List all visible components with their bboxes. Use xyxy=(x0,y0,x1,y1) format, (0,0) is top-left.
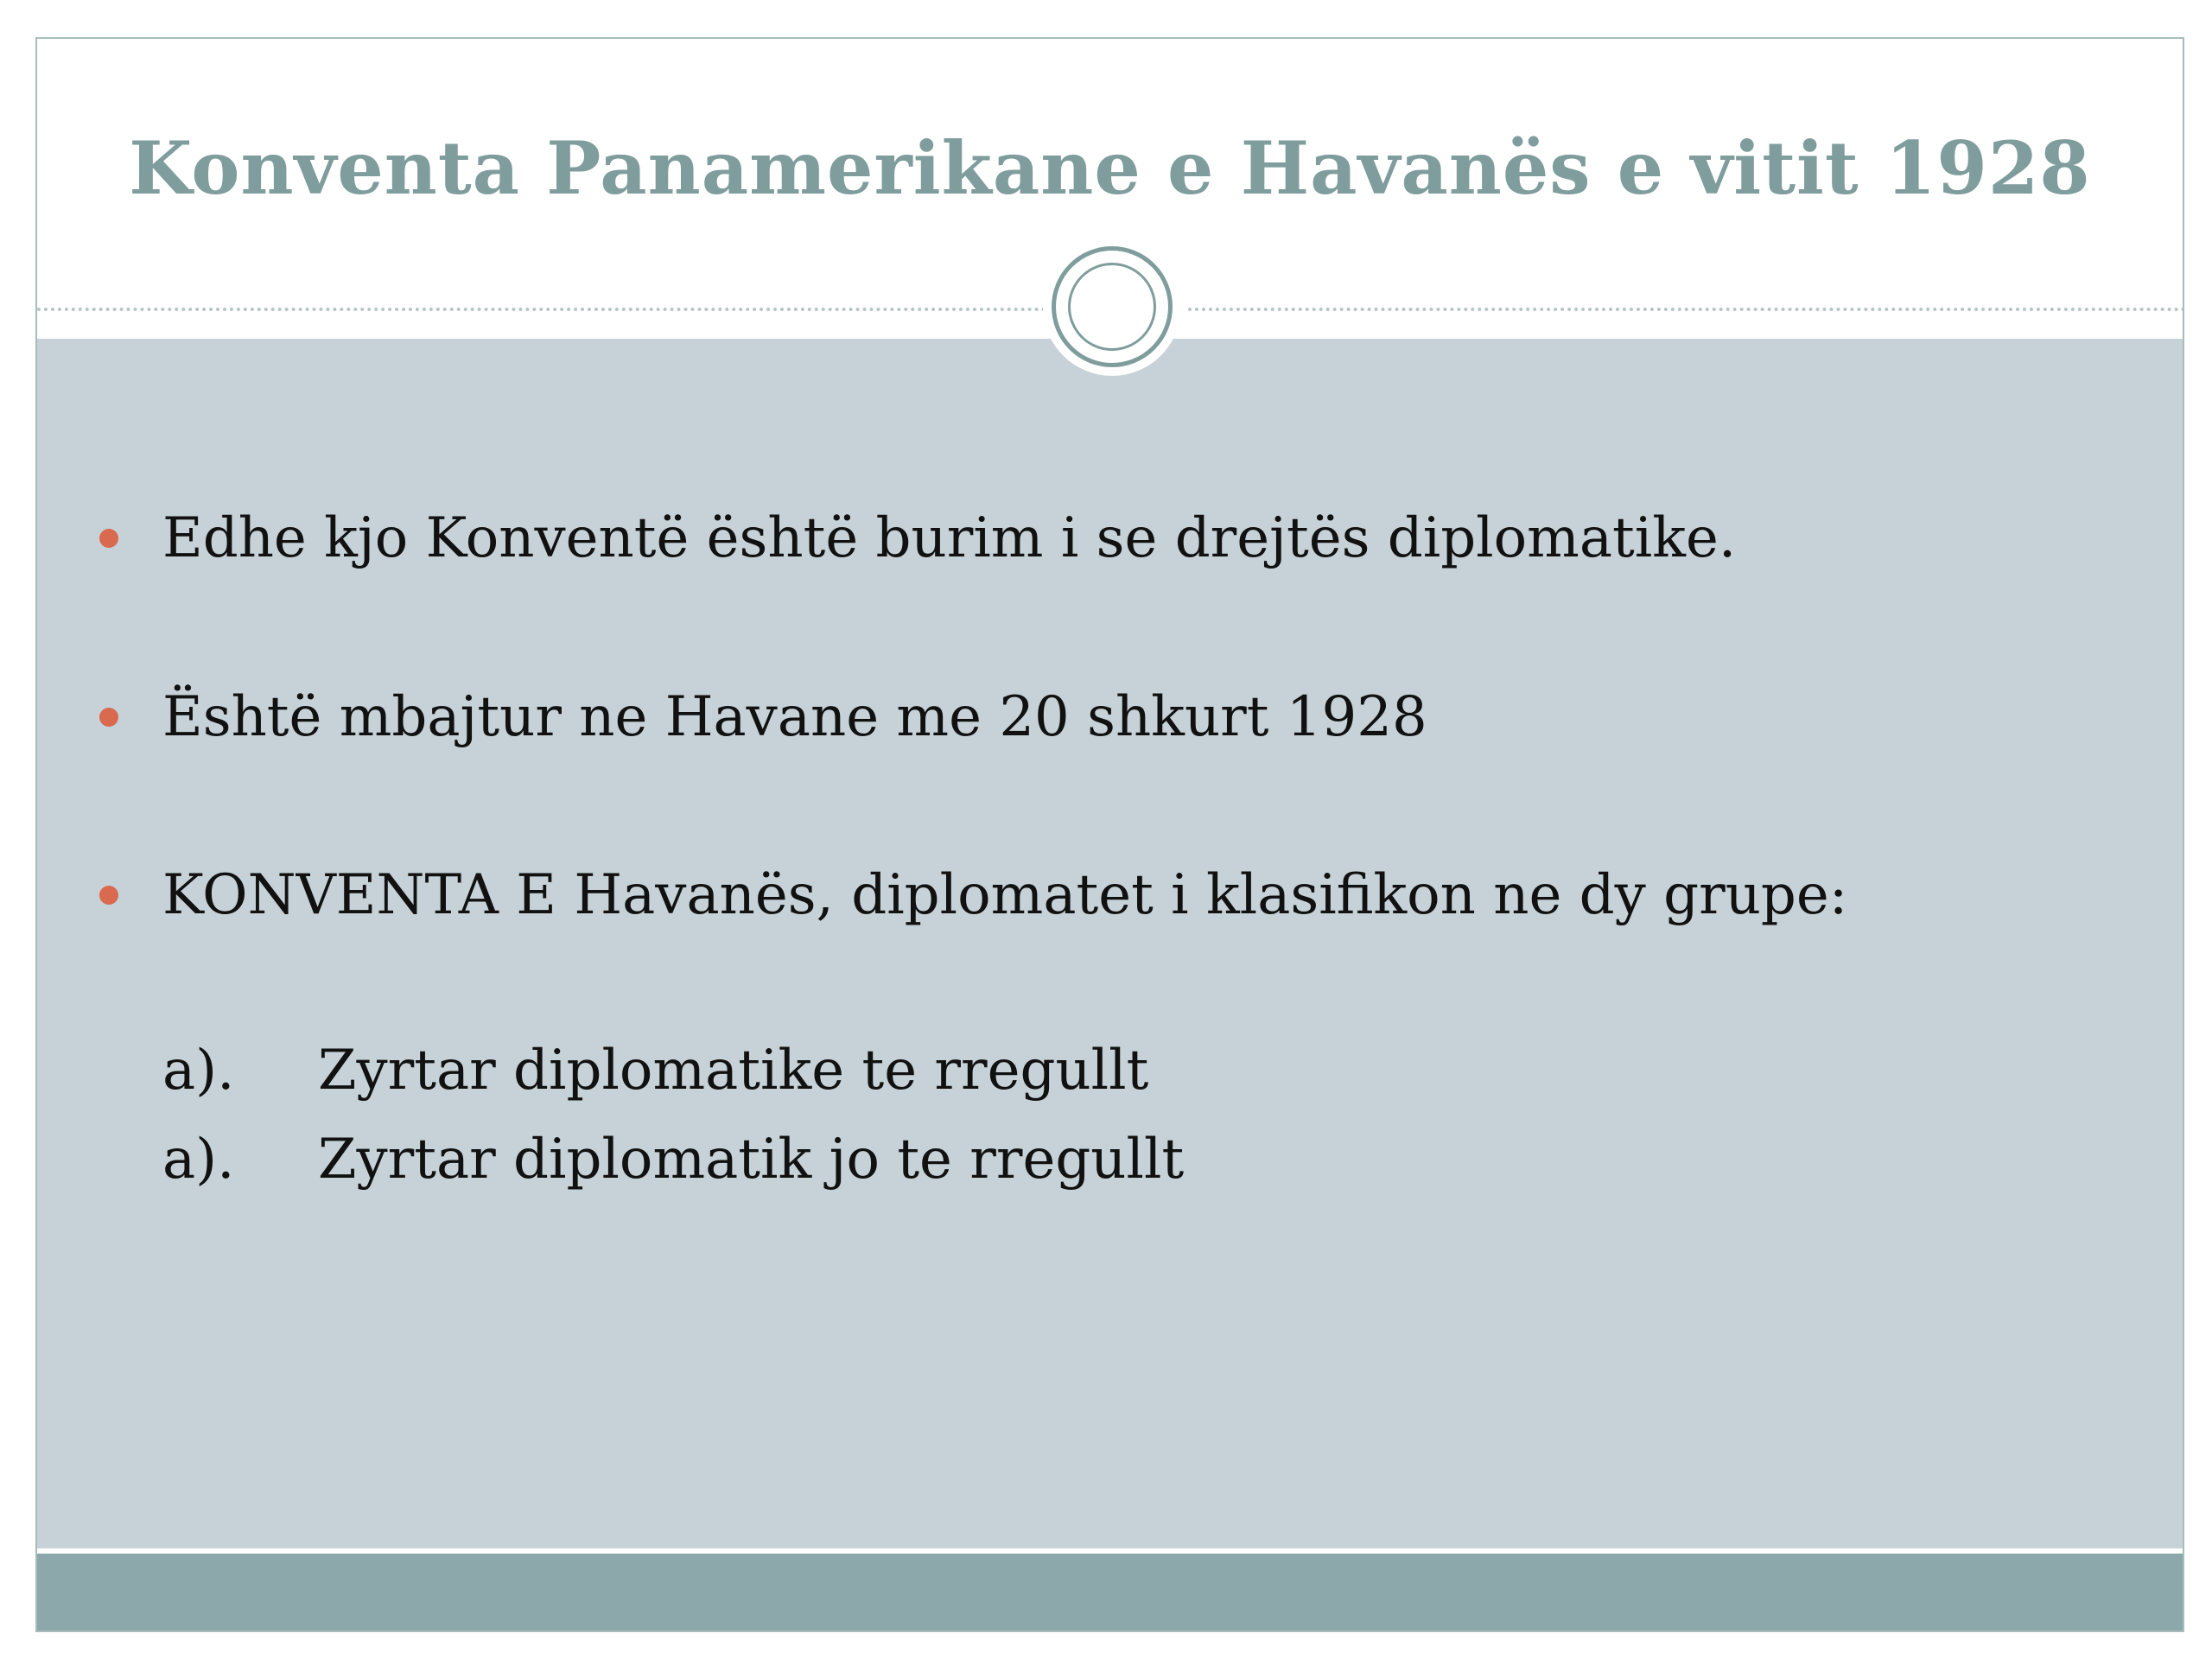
bullet-item xyxy=(99,863,1848,927)
sub-list-text: Zyrtar diplomatike te rregullt xyxy=(318,1039,1149,1103)
slide-title: Konventa Panamerikane e Havanës e vitit 1928 xyxy=(129,125,2091,211)
bullet-dot-icon xyxy=(99,529,118,548)
bullet-dot-icon xyxy=(99,708,118,727)
sub-list-text: Zyrtar diplomatik jo te rregullt xyxy=(318,1128,1185,1192)
bullet-text: Është mbajtur ne Havane me 20 shkurt 1928 xyxy=(162,685,1427,749)
bullet-text: KONVENTA E Havanës, diplomatet i klasifikon ne dy grupe: xyxy=(162,863,1848,927)
sub-list-label: a). xyxy=(162,1039,235,1103)
bullet-dot-icon xyxy=(99,886,118,905)
sub-list-item xyxy=(162,1128,1185,1192)
bullet-item xyxy=(99,685,1427,749)
slide xyxy=(35,37,2184,1632)
slide-content xyxy=(37,39,2183,1630)
bullet-item xyxy=(99,506,1737,570)
sub-list-label: a). xyxy=(162,1128,235,1192)
sub-list-item xyxy=(162,1039,1149,1103)
bullet-text: Edhe kjo Konventë është burim i se drejtës diplomatike. xyxy=(162,506,1737,570)
